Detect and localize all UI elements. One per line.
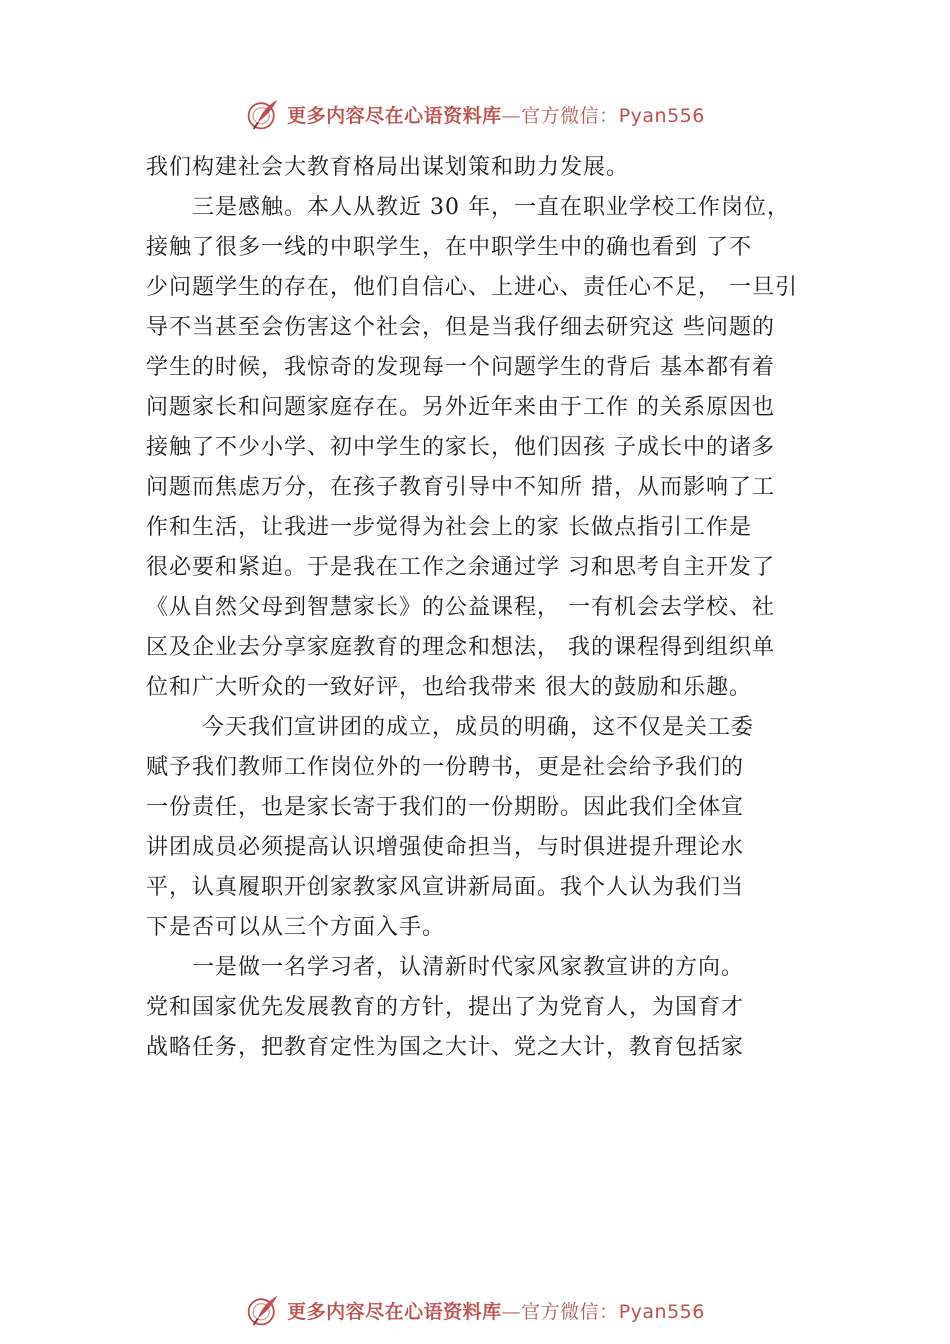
watermark-wechat-id: Pyan556 bbox=[618, 104, 705, 127]
text-line: 我们构建社会大教育格局出谋划策和助力发展。 bbox=[146, 155, 630, 180]
watermark-label: 官方微信： bbox=[521, 1300, 619, 1323]
watermark-wechat-id: Pyan556 bbox=[618, 1300, 705, 1323]
text-line: 接触了很多一线的中职学生，在中职学生中的确也看到 了不 bbox=[146, 235, 752, 260]
text-line: 讲团成员必须提高认识增强使命担当，与时俱进提升理论水 bbox=[146, 835, 745, 860]
feather-pen-logo-icon bbox=[245, 1292, 281, 1328]
text-line: 学生的时候，我惊奇的发现每一个问题学生的背后 基本都有着 bbox=[146, 355, 775, 380]
feather-pen-logo-icon bbox=[245, 96, 281, 132]
watermark-text bbox=[287, 101, 705, 128]
footer-watermark bbox=[0, 1288, 950, 1332]
text-line: 少问题学生的存在，他们自信心、上进心、责任心不足， 一旦引 bbox=[146, 275, 798, 300]
text-line: 问题而焦虑万分，在孩子教育引导中不知所 措，从而影响了工 bbox=[146, 475, 775, 500]
text-line: 作和生活，让我进一步觉得为社会上的家 长做点指引工作是 bbox=[146, 515, 752, 540]
text-line: 接触了不少小学、初中学生的家长，他们因孩 子成长中的诸多 bbox=[146, 435, 775, 460]
watermark-site: 更多内容尽在心语资料库 bbox=[287, 1300, 502, 1323]
watermark-text bbox=[287, 1297, 705, 1324]
document-body bbox=[146, 148, 846, 1068]
text-line: 战略任务，把教育定性为国之大计、党之大计，教育包括家 bbox=[146, 1035, 745, 1060]
watermark-site: 更多内容尽在心语资料库 bbox=[287, 104, 502, 127]
text-line: 区及企业去分享家庭教育的理念和想法， 我的课程得到组织单 bbox=[146, 635, 775, 660]
text-line: 导不当甚至会伤害这个社会，但是当我仔细去研究这 些问题的 bbox=[146, 315, 775, 340]
text-line: 《从自然父母到智慧家长》的公益课程， 一有机会去学校、社 bbox=[146, 595, 775, 620]
text-line: 平，认真履职开创家教家风宣讲新局面。我个人认为我们当 bbox=[146, 875, 745, 900]
text-line: 赋予我们教师工作岗位外的一份聘书，更是社会给予我们的 bbox=[146, 755, 745, 780]
text-line: 一是做一名学习者，认清新时代家风家教宣讲的方向。 bbox=[192, 955, 745, 980]
watermark-label: 官方微信： bbox=[521, 104, 619, 127]
text-line: 党和国家优先发展教育的方针，提出了为党育人，为国育才 bbox=[146, 995, 745, 1020]
text-line: 三是感触。本人从教近 30 年，一直在职业学校工作岗位， bbox=[192, 195, 790, 220]
watermark-dash: — bbox=[501, 104, 522, 127]
text-line: 位和广大听众的一致好评，也给我带来 很大的鼓励和乐趣。 bbox=[146, 675, 752, 700]
text-line: 问题家长和问题家庭存在。另外近年来由于工作 的关系原因也 bbox=[146, 395, 775, 420]
text-line: 下是否可以从三个方面入手。 bbox=[146, 915, 446, 940]
text-line: 今天我们宣讲团的成立，成员的明确，这不仅是关工委 bbox=[202, 715, 755, 740]
text-line: 一份责任，也是家长寄于我们的一份期盼。因此我们全体宣 bbox=[146, 795, 745, 820]
watermark-dash: — bbox=[501, 1300, 522, 1323]
text-line: 很必要和紧迫。于是我在工作之余通过学 习和思考自主开发了 bbox=[146, 555, 775, 580]
header-watermark bbox=[0, 92, 950, 136]
